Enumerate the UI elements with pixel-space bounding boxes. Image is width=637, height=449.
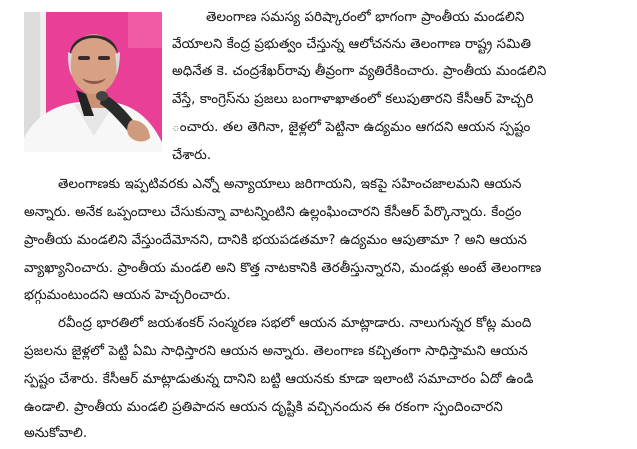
paragraph-2-line-3: ప్రాంతీయ మండలిని వేస్తుందేమోనని, దానికి భయపడతమా? ఉద్యమం ఆపుతామా ? అని ఆయన bbox=[24, 233, 528, 248]
paragraph-1-line-6: చేశారు. bbox=[172, 148, 212, 163]
speaker-photo-image bbox=[24, 12, 162, 152]
paragraph-1-line-5: ంచారు. తల తెగినా, జైళ్లలో పెట్టినా ఉద్యమం ఆగదని ఆయన స్పష్టం bbox=[172, 120, 531, 135]
paragraph-1-line-4: వేస్తే, కాంగ్రెస్‌ను ప్రజలు బంగాళాఖాతంలో కలుపుతారని కేసీఆర్ హెచ్చరి bbox=[172, 92, 534, 107]
paragraph-2-line-1: తెలంగాణకు ఇప్పటివరకు ఎన్నో అన్యాయాలు జరిగాయని, ఇకపై సహించజాలమని ఆయన bbox=[58, 177, 522, 192]
paragraph-2-line-2: అన్నారు. అనేక ఒప్పందాలు చేసుకున్నా వాటన్నింటిని ఉల్లంఘించారని కేసీఆర్ పేర్కొన్నారు. కేంద్రం bbox=[24, 205, 522, 220]
paragraph-3-line-1: రవీంద్ర భారతిలో జయశంకర్ సంస్మరణ సభలో ఆయన మాట్లాడారు. నాలుగున్నర కోట్ల మంది bbox=[58, 316, 532, 331]
paragraph-3-line-2: ప్రజలను జైళ్లలో పెట్టి ఏమి సాధిస్తారని ఆయన అన్నారు. తెలంగాణ కచ్చితంగా సాధిస్తామని ఆయన bbox=[24, 344, 528, 359]
paragraph-2-line-4: వ్యాఖ్యానించారు. ప్రాంతీయ మండలి అని కొత్త నాటకానికి తెరతీస్తున్నారని, మండళ్లు అంటే తెలంగాణ bbox=[24, 261, 542, 276]
paragraph-3-line-5: అనుకోవాలి. bbox=[24, 426, 88, 441]
paragraph-2-line-5: భగ్గుమంటుందని ఆయన హెచ్చరించారు. bbox=[24, 288, 231, 303]
paragraph-3-line-3: స్పష్టం చేశారు. కేసీఆర్ మాట్లాడుతున్న దానిని బట్టి ఆయనకు కూడా ఇలాంటి సమాచారం ఏదో ఉండి bbox=[24, 372, 534, 387]
paragraph-1-line-1: తెలంగాణ సమస్య పరిష్కారంలో భాగంగా ప్రాంతీయ మండలిని bbox=[206, 10, 525, 25]
speaker-photo bbox=[24, 12, 162, 152]
paragraph-1-line-3: అధినేత కె. చంద్రశేఖర్‌రావు తీవ్రంగా వ్యతిరేకించారు. ప్రాంతీయ మండలిని bbox=[172, 64, 547, 79]
paragraph-1-line-2: వేయాలని కేంద్ర ప్రభుత్వం చేస్తున్న ఆలోచనను తెలంగాణ రాష్ట్ర సమితి bbox=[172, 37, 532, 52]
paragraph-3-line-4: ఉండాలి. ప్రాంతీయ మండలి ప్రతిపాదన ఆయన దృష్టికి వచ్చినందున ఈ రకంగా స్పందించారని bbox=[24, 400, 503, 415]
